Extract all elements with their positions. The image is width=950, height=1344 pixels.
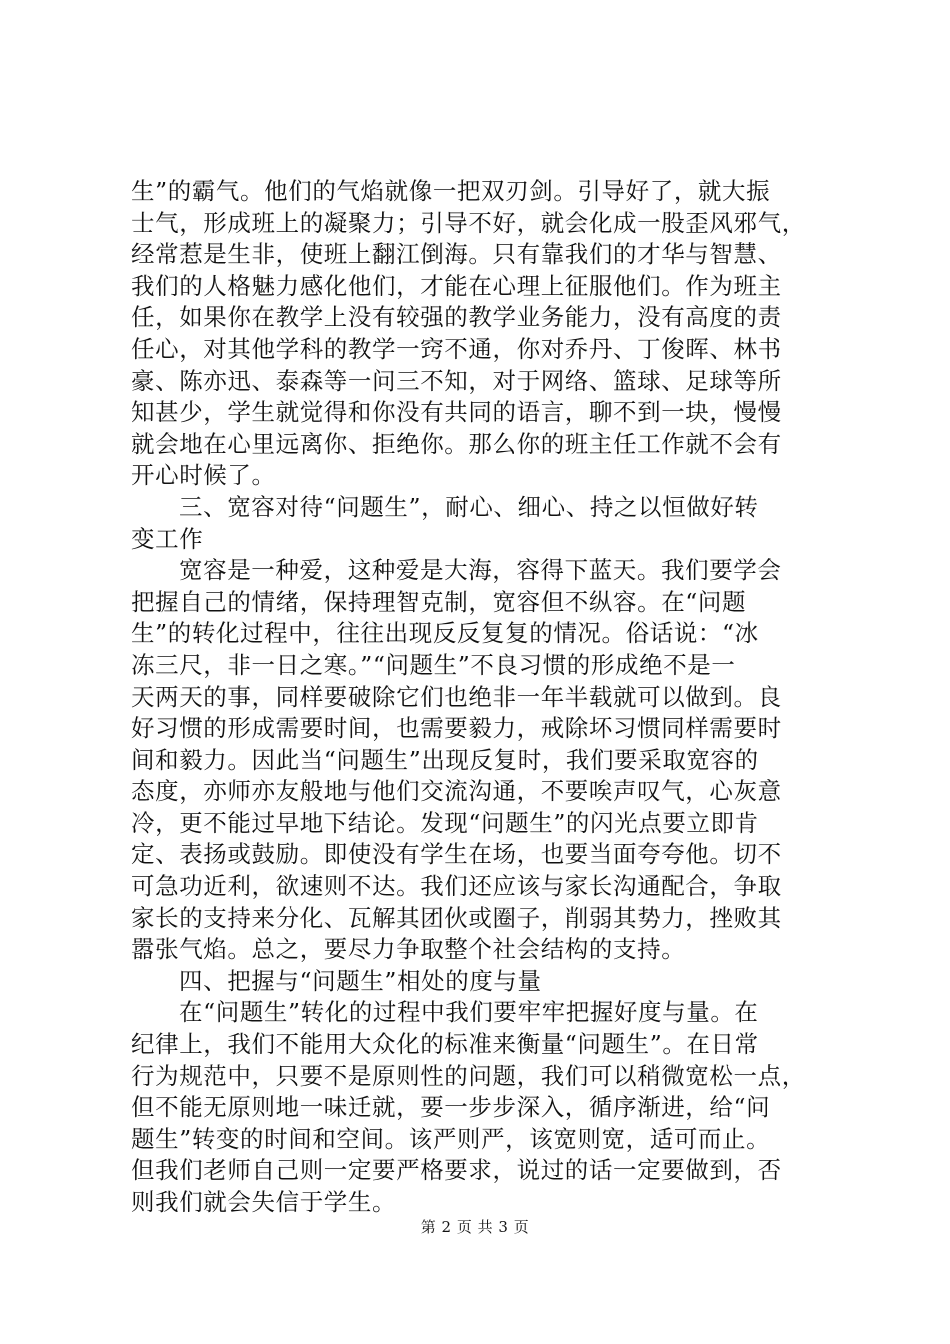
- text-line: 把握自己的情绪，保持理智克制，宽容但不纵容。在“问题: [131, 587, 747, 616]
- text-line: 三、宽容对待“问题生”，耐心、细心、持之以恒做好转: [179, 492, 759, 521]
- text-line: 四、把握与“问题生”相处的度与量: [179, 966, 542, 995]
- text-line: 士气，形成班上的凝聚力；引导不好，就会化成一股歪风邪气，: [131, 208, 806, 237]
- text-line: 冷，更不能过早地下结论。发现“问题生”的闪光点要立即肯: [131, 808, 759, 837]
- text-line: 宽容是一种爱，这种爱是大海，容得下蓝天。我们要学会: [179, 556, 782, 585]
- text-line: 经常惹是生非，使班上翻江倒海。只有靠我们的才华与智慧、: [131, 240, 782, 269]
- text-line: 任，如果你在教学上没有较强的教学业务能力，没有高度的责: [131, 303, 782, 332]
- text-line: 定、表扬或鼓励。即使没有学生在场，也要当面夸夸他。切不: [131, 840, 782, 869]
- text-line: 题生”转变的时间和空间。该严则严，该宽则宽，适可而止。: [131, 1124, 771, 1153]
- text-line: 生”的霸气。他们的气焰就像一把双刃剑。引导好了，就大振: [131, 177, 771, 205]
- text-line: 任心，对其他学科的教学一窍不通，你对乔丹、丁俊晖、林书: [131, 334, 782, 363]
- text-line: 但不能无原则地一味迁就，要一步步深入，循序渐进，给“问: [131, 1093, 771, 1122]
- text-line: 豪、陈亦迅、泰森等一问三不知，对于网络、篮球、足球等所: [131, 366, 782, 395]
- text-line: 态度，亦师亦友般地与他们交流沟通，不要唉声叹气，心灰意: [131, 777, 782, 806]
- text-line: 知甚少，学生就觉得和你没有共同的语言，聊不到一块，慢慢: [131, 398, 782, 427]
- text-line: 好习惯的形成需要时间，也需要毅力，戒除坏习惯同样需要时: [131, 714, 782, 743]
- text-line: 我们的人格魅力感化他们，才能在心理上征服他们。作为班主: [131, 271, 782, 300]
- text-line: 开心时候了。: [131, 461, 276, 490]
- page-footer: 第 2 页 共 3 页: [420, 1218, 530, 1236]
- text-line: 行为规范中，只要不是原则性的问题，我们可以稍微宽松一点，: [131, 1061, 806, 1090]
- text-line: 生”的转化过程中，往往出现反反复复的情况。俗话说：“冰: [131, 619, 759, 648]
- text-line: 在“问题生”转化的过程中我们要牢牢把握好度与量。在: [179, 998, 759, 1027]
- text-line: 但我们老师自己则一定要严格要求，说过的话一定要做到，否: [131, 1156, 782, 1185]
- text-line: 变工作: [131, 524, 204, 553]
- text-line: 家长的支持来分化、瓦解其团伙或圈子，削弱其势力，挫败其: [131, 903, 782, 932]
- text-line: 则我们就会失信于学生。: [131, 1188, 397, 1216]
- text-line: 纪律上，我们不能用大众化的标准来衡量“问题生”。在日常: [131, 1030, 759, 1059]
- body-text: [131, 176, 851, 1219]
- text-line: 就会地在心里远离你、拒绝你。那么你的班主任工作就不会有: [131, 429, 782, 458]
- text-line: 间和毅力。因此当“问题生”出现反复时，我们要采取宽容的: [131, 745, 759, 774]
- text-line: 嚣张气焰。总之，要尽力争取整个社会结构的支持。: [131, 935, 686, 964]
- text-line: 天两天的事，同样要破除它们也绝非一年半载就可以做到。良: [131, 682, 782, 711]
- text-line: 可急功近利，欲速则不达。我们还应该与家长沟通配合，争取: [131, 872, 782, 901]
- text-line: 冻三尺，非一日之寒。”“问题生”不良习惯的形成绝不是一: [131, 650, 736, 679]
